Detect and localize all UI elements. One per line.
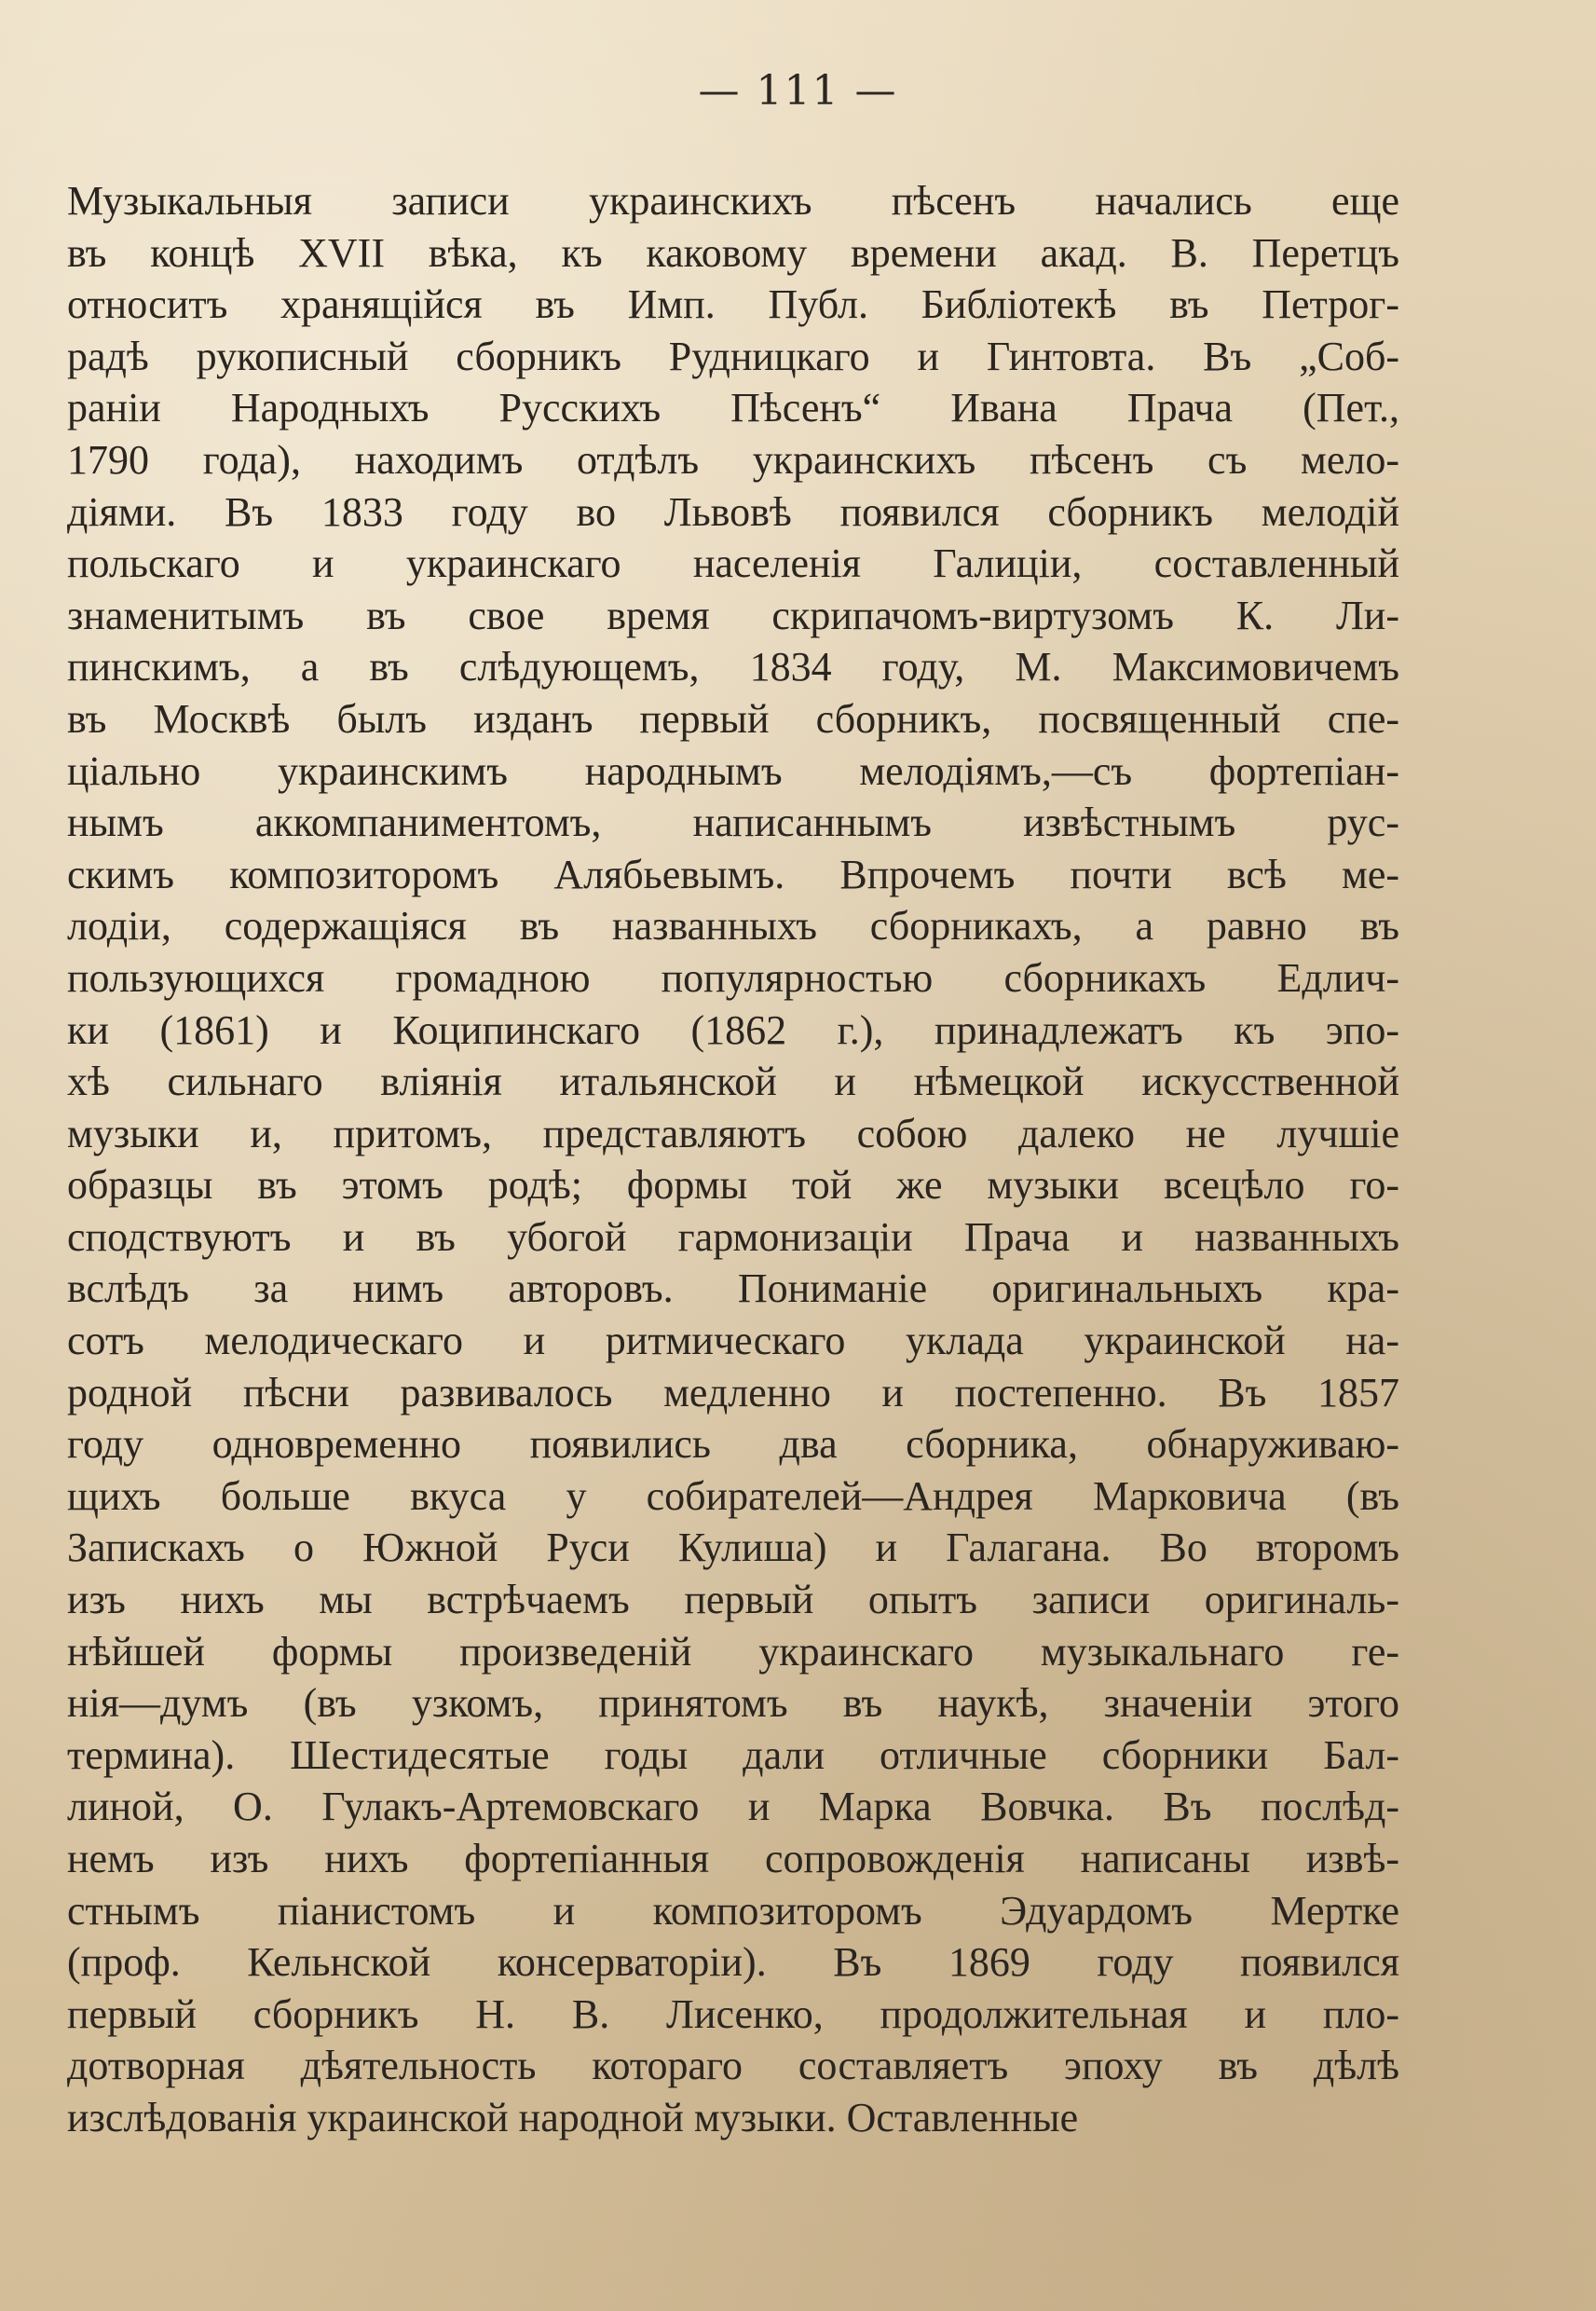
text-line: стнымъ піанистомъ и композиторомъ Эдуардомъ Мертке: [67, 1887, 1399, 1934]
text-line: хѣ сильнаго вліянія итальянской и нѣмецкой искусственной: [67, 1059, 1399, 1105]
text-line: термина). Шестидесятые годы дали отличные сборники Бал-: [67, 1731, 1399, 1778]
text-line: линой, О. Гулакъ-Артемовскаго и Марка Вовчка. Въ послѣд-: [67, 1784, 1399, 1830]
text-line: нымъ аккомпаниментомъ, написаннымъ извѣстнымъ рус-: [67, 800, 1399, 846]
text-line: родной пѣсни развивалось медленно и постепенно. Въ 1857: [67, 1369, 1399, 1415]
text-line: первый сборникъ Н. В. Лисенко, продолжительная и пло-: [67, 1990, 1399, 2037]
text-line: діями. Въ 1833 году во Львовѣ появился сборникъ мелодій: [67, 488, 1399, 535]
text-line: щихъ больше вкуса у собирателей—Андрея Марковича (въ: [67, 1472, 1399, 1519]
text-line: раніи Народныхъ Русскихъ Пѣсенъ“ Ивана Прача (Пет.,: [67, 385, 1399, 431]
text-line: польскаго и украинскаго населенія Галиціи, составленный: [67, 540, 1399, 587]
text-line: въ Москвѣ былъ изданъ первый сборникъ, посвященный спе-: [67, 695, 1399, 742]
text-line: году одновременно появились два сборника, обнаруживаю-: [67, 1421, 1399, 1468]
text-line: музыки и, притомъ, представляютъ собою далеко не лучшіе: [67, 1110, 1399, 1156]
text-line: немъ изъ нихъ фортепіанныя сопровожденія написаны извѣ-: [67, 1836, 1399, 1881]
text-line: дотворная дѣятельность котораго составляетъ эпоху въ дѣлѣ: [67, 2043, 1399, 2089]
text-line: 1790 года), находимъ отдѣлъ украинскихъ пѣсенъ съ мело-: [67, 436, 1399, 483]
text-line: нѣйшей формы произведеній украинскаго музыкальнаго ге-: [67, 1628, 1399, 1675]
text-line: изслѣдованія украинской народной музыки. Оставленные: [67, 2094, 1079, 2140]
text-line: образцы въ этомъ родѣ; формы той же музыки всецѣло го-: [67, 1162, 1399, 1209]
text-line: сотъ мелодическаго и ритмическаго уклада украинской на-: [67, 1318, 1399, 1364]
text-line: вслѣдъ за нимъ авторовъ. Пониманіе оригинальныхъ кра-: [67, 1265, 1399, 1312]
text-line: знаменитымъ въ свое время скрипачомъ-виртузомъ К. Ли-: [67, 592, 1399, 638]
page-number: — 111 —: [698, 67, 898, 115]
text-line: Запискахъ о Южной Руси Кулиша) и Галагана. Во второмъ: [67, 1525, 1399, 1571]
text-line: въ концѣ XVII вѣка, къ каковому времени акад. В. Перетцъ: [67, 229, 1399, 276]
text-line: нія—думъ (въ узкомъ, принятомъ въ наукѣ, значеніи этого: [67, 1680, 1399, 1727]
text-line: относитъ хранящійся въ Имп. Публ. Библіотекѣ въ Петрог-: [67, 281, 1399, 328]
text-line: пользующихся громадною популярностью сборникахъ Едлич-: [67, 954, 1399, 1001]
text-line: ціально украинскимъ народнымъ мелодіямъ,—съ фортепіан-: [67, 747, 1399, 794]
text-line: изъ нихъ мы встрѣчаемъ первый опытъ записи оригиналь-: [67, 1577, 1399, 1623]
text-line: (проф. Кельнской консерваторіи). Въ 1869 году появился: [67, 1939, 1399, 1986]
text-line: лодіи, содержащіяся въ названныхъ сборникахъ, а равно въ: [67, 903, 1399, 950]
text-line: пинскимъ, а въ слѣдующемъ, 1834 году, М. Максимовичемъ: [67, 644, 1399, 691]
text-line: Музыкальныя записи украинскихъ пѣсенъ начались еще: [67, 178, 1399, 224]
text-line: сподствуютъ и въ убогой гармонизаціи Прача и названныхъ: [67, 1213, 1399, 1260]
text-line: ки (1861) и Коципинскаго (1862 г.), принадлежатъ къ эпо-: [67, 1006, 1399, 1053]
text-line: радѣ рукописный сборникъ Рудницкаго и Гинтовта. Въ „Соб-: [67, 333, 1399, 379]
text-line: скимъ композиторомъ Алябьевымъ. Впрочемъ почти всѣ ме-: [67, 851, 1399, 897]
body-text: [67, 175, 1399, 2144]
